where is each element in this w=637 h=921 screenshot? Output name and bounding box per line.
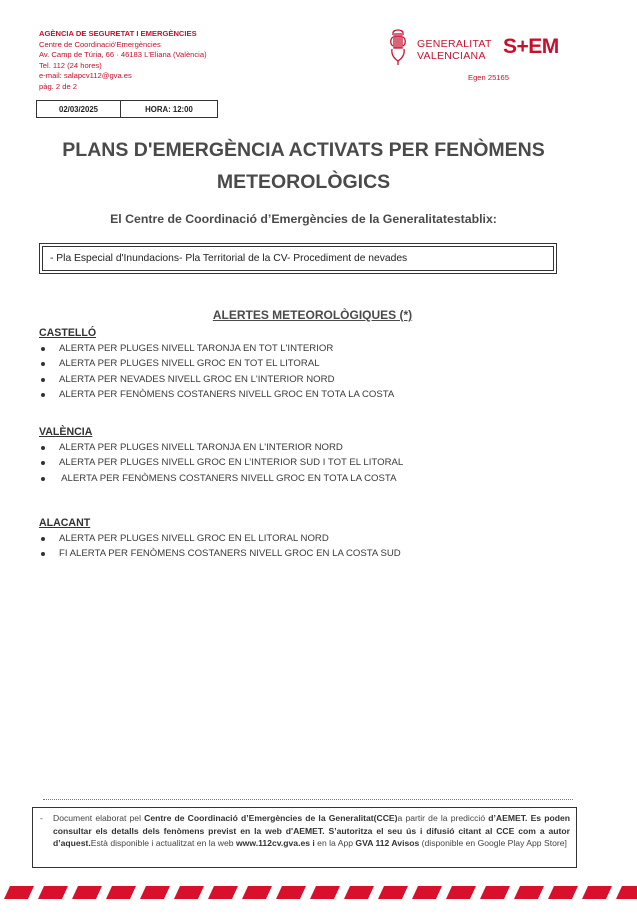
- page-title: [30, 134, 577, 198]
- list-item: [39, 455, 403, 470]
- region-name: CASTELLÓ: [39, 327, 97, 339]
- title-line1: PLANS D'EMERGÈNCIA ACTIVATS PER FENÒMENS: [62, 139, 545, 161]
- generalitat-seal-icon: [387, 27, 409, 67]
- alerts-heading: ALERTES METEOROLÒGIQUES (*): [212, 308, 413, 322]
- bullet-icon: [41, 461, 45, 465]
- alert-text: ALERTA PER NEVADES NIVELL GROC EN L'INTERIOR NORD: [59, 373, 335, 385]
- title-line2: METEOROLÒGICS: [216, 171, 391, 193]
- bullet-icon: [41, 347, 45, 351]
- footer-bold-1: Centre de Coordinació d’Emergències de la Generalitat(CCE): [144, 813, 398, 823]
- list-item: [39, 341, 394, 356]
- footer-web-link[interactable]: www.112cv.gva.es i: [235, 838, 315, 848]
- list-item: [39, 531, 401, 546]
- footer-text-2: a partir de la predicció: [397, 813, 489, 823]
- date-value: 02/03/2025: [37, 101, 121, 117]
- gva-line2: VALENCIANA: [417, 50, 486, 62]
- alert-list: [39, 531, 401, 562]
- agency-address: Av. Camp de Túria, 66 · 46183 L'Eliana (València): [39, 50, 207, 59]
- bullet-icon: [41, 393, 45, 397]
- alert-text: ALERTA PER PLUGES NIVELL TARONJA EN TOT L'INTERIOR: [59, 343, 334, 354]
- region-alacant: [39, 516, 401, 562]
- sem-logo: S+EM: [503, 35, 559, 58]
- footer-text-1: Document elaborat pel: [53, 813, 145, 823]
- header-logos: [387, 27, 567, 71]
- footer-bold-2: d’AEMET. Es poden consultar els detalls dels fenòmens previst en la web d'AEMET. S’autoritza el seu ús i difusió citant al CCE com a autor d’aquest.: [53, 813, 571, 848]
- footer-text-4: en la App: [314, 838, 356, 848]
- region-name: VALÈNCIA: [39, 426, 93, 438]
- footer-text-3: Està disponible i actualitzat en la web: [90, 838, 236, 848]
- list-item: [39, 387, 394, 402]
- bullet-icon: [41, 537, 45, 541]
- bullet-icon: [41, 477, 45, 481]
- footer-text-5: (disponible en Google Play App Store]: [419, 838, 567, 848]
- footer-divider: [43, 799, 573, 800]
- alert-text: ALERTA PER FENÒMENS COSTANERS NIVELL GROC EN TOTA LA COSTA: [59, 472, 397, 484]
- bullet-icon: [41, 446, 45, 450]
- agency-name: AGÈNCIA DE SEGURETAT I EMERGÈNCIES: [39, 29, 197, 38]
- page-subtitle: El Centre de Coordinació d’Emergències de la Generalitatestablix:: [110, 212, 497, 226]
- list-item: [39, 356, 394, 371]
- agency-email: e-mail: salapcv112@gva.es: [39, 71, 132, 80]
- date-time-box: [36, 100, 218, 118]
- list-item: [39, 546, 401, 561]
- alert-list: [39, 440, 403, 486]
- list-item: [39, 440, 403, 455]
- region-valencia: [39, 425, 403, 486]
- gva-line1: GENERALITAT: [417, 38, 492, 50]
- alert-text: ALERTA PER PLUGES NIVELL GROC EN EL LITORAL NORD: [59, 533, 329, 544]
- list-item: [39, 372, 394, 387]
- warning-stripe-icon: [0, 886, 637, 899]
- region-name: ALACANT: [39, 517, 91, 529]
- active-plans-box: [39, 243, 557, 274]
- footer-disclaimer: [32, 807, 577, 868]
- agency-phone: Tel. 112 (24 hores): [39, 60, 102, 70]
- page-number: pàg. 2 de 2: [39, 81, 78, 91]
- alert-text: ALERTA PER PLUGES NIVELL GROC EN TOT EL LITORAL: [59, 358, 320, 370]
- center-name: Centre de Coordinació'Emergències: [39, 39, 161, 49]
- footer-dash: -: [40, 813, 43, 823]
- agency-info: [39, 29, 207, 92]
- egen-code: Egen 25165: [468, 73, 509, 82]
- time-value: HORA: 12:00: [145, 104, 193, 114]
- footer-app-name: GVA 112 Avisos: [355, 838, 420, 848]
- alert-list: [39, 341, 394, 403]
- bullet-icon: [41, 378, 45, 382]
- region-castello: [39, 326, 394, 403]
- bullet-icon: [41, 362, 45, 366]
- alert-text: ALERTA PER PLUGES NIVELL TARONJA EN L'INTERIOR NORD: [59, 442, 343, 453]
- gva-wordmark: [417, 38, 492, 62]
- list-item: [39, 471, 403, 486]
- alert-text: ALERTA PER FENÒMENS COSTANERS NIVELL GROC EN TOTA LA COSTA: [59, 389, 395, 401]
- bullet-icon: [41, 552, 45, 556]
- active-plans-text: - Pla Especial d'Inundacions- Pla Territorial de la CV- Procediment de nevades: [42, 246, 554, 271]
- alert-text: ALERTA PER PLUGES NIVELL GROC EN L’INTERIOR SUD I TOT EL LITORAL: [59, 457, 404, 469]
- alert-text: FI ALERTA PER FENÒMENS COSTANERS NIVELL GROC EN LA COSTA SUD: [59, 548, 401, 560]
